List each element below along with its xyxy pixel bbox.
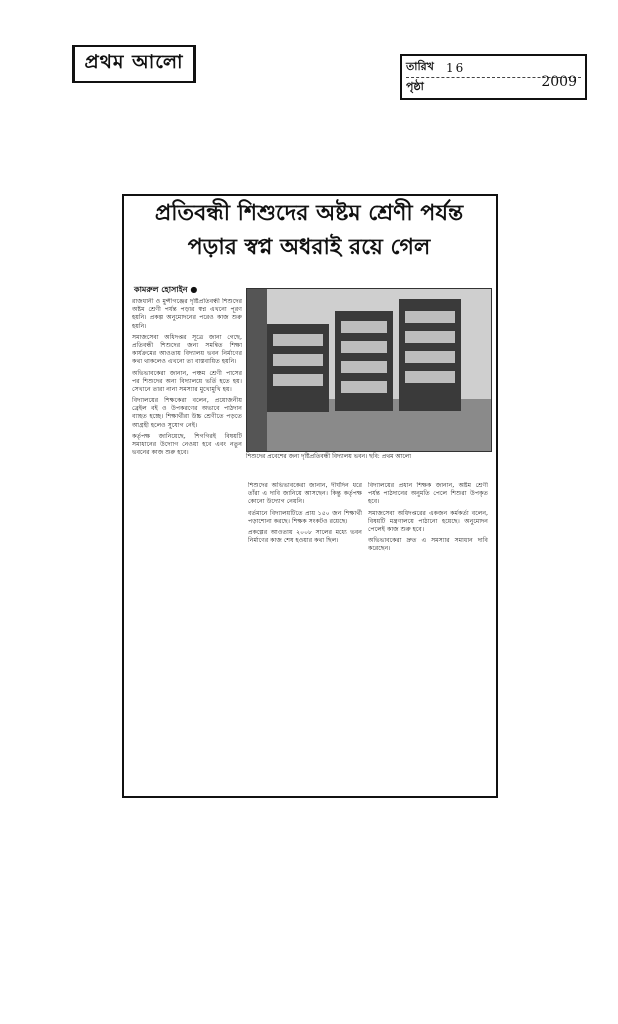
paragraph: কর্তৃপক্ষ জানিয়েছে, শিগগিরই বিষয়টি সমাধানের উদ্যোগ নেওয়া হবে এবং নতুন ভবনের কাজ শুরু হবে। xyxy=(132,432,242,457)
paragraph: বিদ্যালয়ের প্রধান শিক্ষক জানান, অষ্টম শ্রেণী পর্যন্ত পাঠদানের অনুমতি পেলে শিশুরা উপকৃত হবে। xyxy=(368,482,488,506)
article-column-1 xyxy=(132,298,242,790)
article-photo xyxy=(246,288,492,452)
paragraph: সমাজসেবা অধিদপ্তর সূত্রে জানা গেছে, প্রতিবন্ধী শিশুদের জন্য সমন্বিত শিক্ষা কার্যক্রমের আওতায় বিদ্যালয় ভবন নির্মাণের কথা থাকলেও এখনো তা বাস্তবায়িত হয়নি। xyxy=(132,333,242,366)
paragraph: রাজধানী ও মুন্সীগঞ্জের দৃষ্টিপ্রতিবন্ধী শিশুদের অষ্টম শ্রেণী পর্যন্ত পড়ার স্বপ্ন এখনো পূরণ হয়নি। প্রকল্প অনুমোদনের পরেও কাজ শুরু হয়নি। xyxy=(132,298,242,330)
headline-line-1: প্রতিবন্ধী শিশুদের অষ্টম শ্রেণী পর্যন্ত xyxy=(154,201,464,226)
paragraph: বিদ্যালয়ের শিক্ষকেরা বলেন, প্রয়োজনীয় ব্রেইল বই ও উপকরণের অভাবে পাঠদান ব্যাহত হচ্ছে। শিক্ষার্থীরা উচ্চ শ্রেণীতে পড়তে আগ্রহী হলেও সুযোগ নেই। xyxy=(132,397,242,429)
paragraph: শিশুদের অভিভাবকেরা জানান, দীর্ঘদিন ধরে তাঁরা এ দাবি জানিয়ে আসছেন। কিন্তু কর্তৃপক্ষ কোনো উদ্যোগ নেয়নি। xyxy=(248,482,362,506)
news-clipping xyxy=(122,194,498,798)
date-year: 2009 xyxy=(541,74,577,90)
article-column-2 xyxy=(248,482,362,790)
date-value: 16 xyxy=(446,60,466,75)
paragraph: অভিভাবকেরা দ্রুত এ সমস্যার সমাধান দাবি করেছেন। xyxy=(368,537,488,553)
masthead-name: প্রথম আলো xyxy=(84,51,184,73)
date-stamp xyxy=(400,54,587,100)
paragraph: প্রকল্পের আওতায় ২০০৮ সালের মধ্যে ভবন নির্মাণের কাজ শেষ হওয়ার কথা ছিল। xyxy=(248,528,362,545)
newspaper-masthead xyxy=(72,45,196,83)
paragraph: সমাজসেবা অধিদপ্তরের একজন কর্মকর্তা বলেন, বিষয়টি মন্ত্রণালয়ে পাঠানো হয়েছে। অনুমোদন পেলেই কাজ শুরু হবে। xyxy=(368,509,488,533)
article-column-3 xyxy=(368,482,488,790)
page-label: পৃষ্ঠা xyxy=(406,80,424,93)
date-label: তারিখ xyxy=(406,60,434,73)
photo-caption: শিশুদের প্রবেশের জন্য দৃষ্টিপ্রতিবন্ধী বিদ্যালয় ভবন। ছবি: প্রথম আলো xyxy=(246,453,411,460)
paragraph: অভিভাবকেরা জানান, পঞ্চম শ্রেণী পাসের পর শিশুদের অন্য বিদ্যালয়ে ভর্তি হতে হয়। সেখানে তারা নানা সমস্যার মুখোমুখি হয়। xyxy=(132,369,242,393)
headline-line-2: পড়ার স্বপ্ন অধরাই রয়ে গেল xyxy=(187,235,431,260)
byline: কামরুল হোসাইন ● xyxy=(134,285,198,294)
paragraph: বর্তমানে বিদ্যালয়টিতে প্রায় ১৫০ জন শিক্ষার্থী পড়াশোনা করছে। শিক্ষক সংকটও রয়েছে। xyxy=(248,509,362,525)
